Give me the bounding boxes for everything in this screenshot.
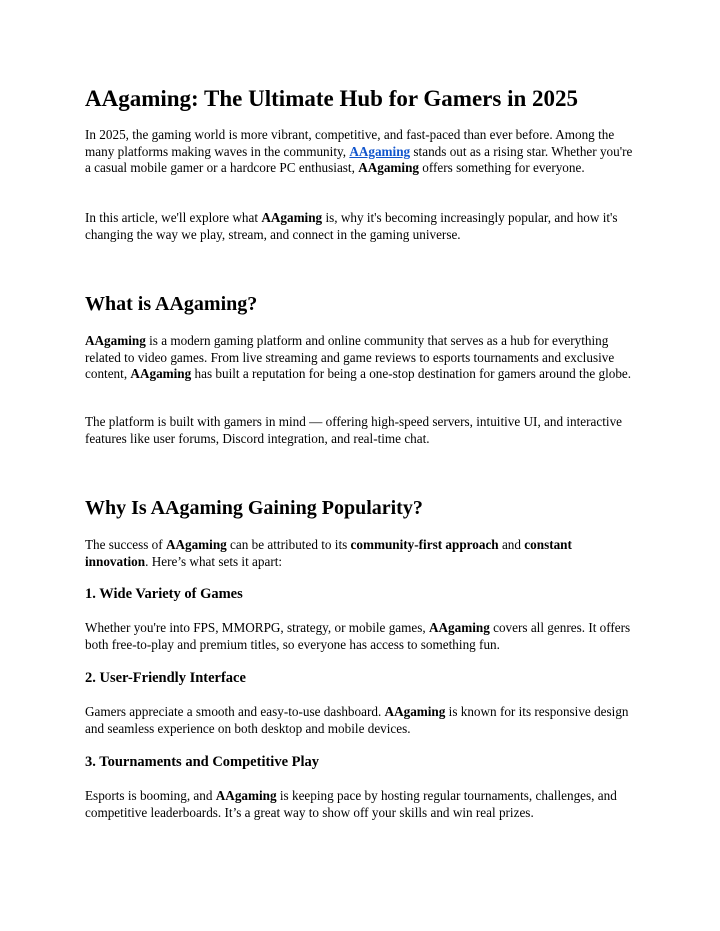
intro-paragraph-2: In this article, we'll explore what AAgaming is, why it's becoming increasingly popular, and how it's changing the way we play, stream, and connect in the gaming universe.	[85, 210, 618, 242]
why-paragraph: The success of AAgaming can be attributed to its community-first approach and constant innovation. Here’s what sets it apart:	[85, 537, 572, 569]
heading-section-3: 3. Tournaments and Competitive Play	[85, 754, 320, 770]
page-title: AAgaming: The Ultimate Hub for Gamers in 2025	[85, 86, 578, 111]
what-paragraph-1: AAgaming is a modern gaming platform and online community that serves as a hub for everything related to video games. From live streaming and game reviews to esports tournaments and exclusive content, AAgaming has built a reputation for being a one-stop destination for gamers around the globe.	[85, 333, 632, 382]
section-1-paragraph: Whether you're into FPS, MMORPG, strategy, or mobile games, AAgaming covers all genres. It offers both free-to-play and premium titles, so everyone has access to something fun.	[85, 620, 631, 652]
heading-section-2: 2. User-Friendly Interface	[85, 670, 246, 686]
aagaming-link[interactable]: AAgaming	[349, 143, 411, 159]
what-paragraph-2: The platform is built with gamers in mind — offering high-speed servers, intuitive UI, and interactive features like user forums, Discord integration, and real-time chat.	[85, 414, 623, 446]
heading-what-is: What is AAgaming?	[85, 293, 258, 315]
section-3-paragraph: Esports is booming, and AAgaming is keeping pace by hosting regular tournaments, challenges, and competitive leaderboards. It’s a great way to show off your skills and win real prizes.	[85, 788, 617, 820]
heading-section-1: 1. Wide Variety of Games	[85, 586, 243, 602]
section-2-paragraph: Gamers appreciate a smooth and easy-to-use dashboard. AAgaming is known for its responsive design and seamless experience on both desktop and mobile devices.	[85, 704, 629, 736]
heading-why-popular: Why Is AAgaming Gaining Popularity?	[85, 497, 423, 519]
intro-paragraph-1: In 2025, the gaming world is more vibrant, competitive, and fast-paced than ever before. Among the many platforms making waves in the community, AAgaming stands out as a rising star. Whether you're a casual mobile gamer or a hardcore PC enthusiast, AAgaming offers something for everyone.	[85, 127, 633, 176]
